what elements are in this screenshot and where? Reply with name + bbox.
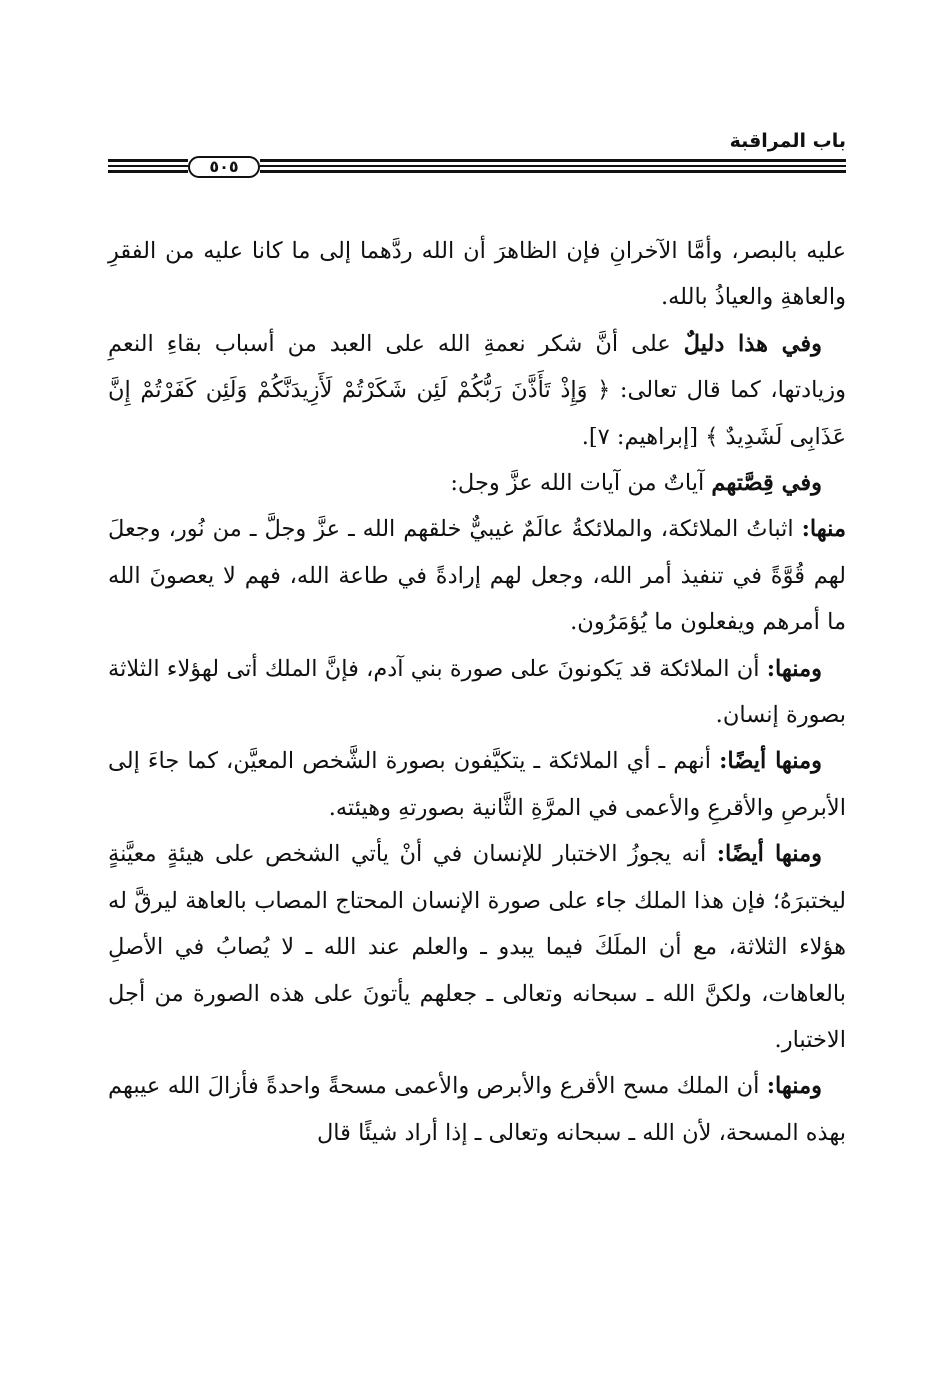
page-body bbox=[108, 228, 846, 1156]
header-rule bbox=[108, 156, 846, 178]
header-rule-left bbox=[108, 159, 188, 175]
paragraph-text: عليه بالبصر، وأمَّا الآخرانِ فإن الظاهرَ أن الله ردَّهما إلى ما كانا عليه من الفقرِ والعاهةِ والعياذُ بالله. bbox=[108, 238, 846, 311]
paragraph-text: أنه يجوزُ الاختبار للإنسان في أنْ يأتي الشخص على هيئةٍ معيَّنةٍ ليختبرَهُ؛ فإن هذا الملك جاء على صورة الإنسان المحتاج المصاب بالعاهة ليرقَّ له هؤلاء الثلاثة، مع أن الملَكَ فيما يبدو ـ والعلم عند الله ـ لا يُصابُ في الأصلِ بالعاهات، ولكنَّ الله ـ سبحانه وتعالى ـ جعلهم يأتونَ على هذه الصورة من أجل الاختبار. bbox=[108, 841, 846, 1053]
paragraph-1 bbox=[108, 228, 846, 321]
paragraph-text: آياتٌ من آيات الله عزَّ وجل: bbox=[450, 470, 712, 497]
paragraph-3 bbox=[108, 460, 846, 506]
chapter-title: باب المراقبة bbox=[729, 130, 846, 152]
paragraph-lead: ومنها أيضًا: bbox=[716, 841, 822, 868]
paragraph-7 bbox=[108, 831, 846, 1063]
paragraph-text: على أنَّ شكر نعمةِ الله على العبد من أسباب بقاءِ النعمِ وزيادتها، كما قال تعالى: ﴿ وَإِذْ تَأَذَّنَ رَبُّكُمْ لَئِن شَكَرْتُمْ لَأَزِيدَنَّكُمْ وَلَئِن كَفَرْتُمْ إِنَّ عَذَابِى لَشَدِيدٌ ﴾ [إبراهيم: ٧]. bbox=[108, 330, 846, 450]
paragraph-text: أن الملك مسح الأقرع والأبرص والأعمى مسحةً واحدةً فأزالَ الله عيبهم بهذه المسحة، لأن الله ـ سبحانه وتعالى ـ إذا أراد شيئًا قال bbox=[108, 1073, 846, 1146]
paragraph-8 bbox=[108, 1063, 846, 1156]
paragraph-6 bbox=[108, 738, 846, 831]
paragraph-text: اثباتُ الملائكة، والملائكةُ عالَمٌ غيبيٌّ خلقهم الله ـ عزَّ وجلَّ ـ من نُور، وجعلَ لهم قُوَّةً في تنفيذ أمر الله، وجعل لهم إرادةً في طاعة الله، فهم لا يعصونَ الله ما أمرهم ويفعلون ما يُؤمَرُون. bbox=[108, 516, 846, 636]
page-number: ٥٠٥ bbox=[188, 156, 260, 178]
paragraph-text: أنهم ـ أي الملائكة ـ يتكيَّفون بصورة الشَّخص المعيَّن، كما جاءَ إلى الأبرصِ والأقرعِ والأعمى في المرَّةِ الثَّانية بصورتهِ وهيئته. bbox=[108, 748, 846, 821]
header-rule-right bbox=[260, 159, 846, 175]
paragraph-2 bbox=[108, 321, 846, 460]
paragraph-5 bbox=[108, 646, 846, 739]
paragraph-lead: ومنها أيضًا: bbox=[719, 748, 822, 775]
paragraph-lead: ومنها: bbox=[766, 1073, 822, 1100]
paragraph-lead: وفي قِصَّتهم bbox=[711, 470, 822, 497]
paragraph-lead: وفي هذا دليلٌ bbox=[683, 330, 822, 357]
paragraph-4 bbox=[108, 506, 846, 645]
page-header bbox=[108, 128, 846, 188]
paragraph-lead: ومنها: bbox=[766, 655, 822, 682]
paragraph-text: أن الملائكة قد يَكونونَ على صورة بني آدم، فإنَّ الملك أتى لهؤلاء الثلاثة بصورة إنسان. bbox=[108, 655, 846, 729]
paragraph-lead: منها: bbox=[801, 516, 846, 543]
